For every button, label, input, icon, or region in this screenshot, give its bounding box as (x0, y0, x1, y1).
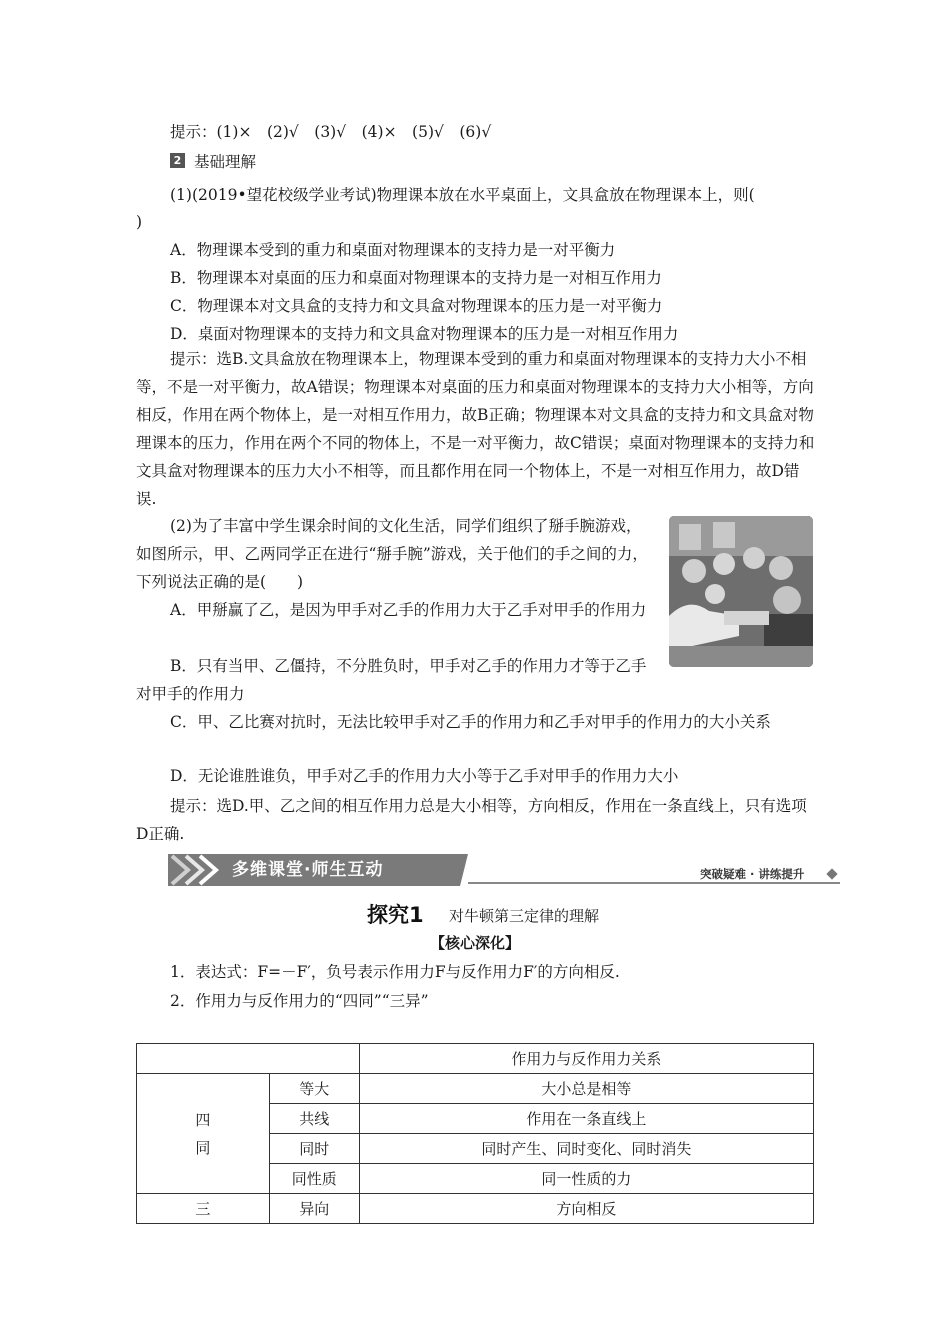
group-four-char-1: 四 (195, 1110, 211, 1129)
diamond-icon (826, 868, 837, 879)
explore-heading: 探究1 (367, 903, 424, 927)
row-desc: 方向相反 (359, 1194, 813, 1224)
q2-stem: (2)为了丰富中学生课余时间的文化生活，同学们组织了掰手腕游戏，如图所示，甲、乙两同学正在进行“掰手腕”游戏，关于他们的手之间的力，下列说法正确的是( ) (136, 517, 648, 591)
point-2: 2．作用力与反作用力的“四同”“三异” (170, 992, 429, 1010)
banner-divider (468, 882, 840, 884)
row-desc: 大小总是相等 (359, 1074, 813, 1104)
banner-subtitle: 突破疑难 · 讲练提升 (700, 867, 805, 881)
force-relation-table (136, 1043, 814, 1224)
row-desc: 同一性质的力 (359, 1164, 813, 1194)
group-four-same (137, 1074, 270, 1194)
row-desc: 作用在一条直线上 (359, 1104, 813, 1134)
row-name: 同性质 (269, 1164, 359, 1194)
q2-option-b: B．只有当甲、乙僵持，不分胜负时，甲手对乙手的作用力才等于乙手对甲手的作用力 (136, 657, 647, 703)
group-four-char-2: 同 (195, 1138, 211, 1157)
row-name: 等大 (269, 1074, 359, 1104)
row-name: 异向 (269, 1194, 359, 1224)
table-header-row (137, 1044, 814, 1074)
section-title: 基础理解 (194, 153, 257, 171)
explore-subheading: 对牛顿第三定律的理解 (449, 907, 600, 925)
row-name: 同时 (269, 1134, 359, 1164)
row-desc: 同时产生、同时变化、同时消失 (359, 1134, 813, 1164)
q1-stem-line2: ) (136, 213, 143, 231)
table-row (137, 1194, 814, 1224)
table-corner-cell (137, 1044, 360, 1074)
q2-option-a: A．甲掰赢了乙，是因为甲手对乙手的作用力大于乙手对甲手的作用力 (170, 601, 647, 619)
q1-option-c: C．物理课本对文具盒的支持力和文具盒对物理课本的压力是一对平衡力 (170, 297, 663, 315)
core-deepening-label: 【核心深化】 (429, 934, 520, 952)
q1-option-b: B．物理课本对桌面的压力和桌面对物理课本的支持力是一对相互作用力 (170, 269, 662, 287)
q1-option-d: D．桌面对物理课本的支持力和文具盒对物理课本的压力是一对相互作用力 (170, 325, 679, 343)
table-header: 作用力与反作用力关系 (359, 1044, 813, 1074)
q1-hint: 提示：选B.文具盒放在物理课本上，物理课本受到的重力和桌面对物理课本的支持力大小不相等，不是一对平衡力，故A错误；物理课本对桌面的压力和桌面对物理课本的支持力大小相等，方向相反，作用在两个物体上，是一对相互作用力，故B正确；物理课本对文具盒的支持力和文具盒对物理课本的压力，作用在两个不同的物体上，不是一对平衡力，故C错误；桌面对物理课本的支持力和文具盒对物理课本的压力大小不相等，而且都作用在同一个物体上，不是一对相互作用力，故D错误. (136, 350, 815, 508)
row-name: 共线 (269, 1104, 359, 1134)
q2-option-c: C．甲、乙比赛对抗时，无法比较甲手对乙手的作用力和乙手对甲手的作用力的大小关系 (170, 713, 771, 731)
group-three-diff: 三 (137, 1194, 270, 1224)
answer-hint-line: 提示：(1)× (2)√ (3)√ (4)× (5)√ (6)√ (170, 123, 492, 141)
q2-hint: 提示：选D.甲、乙之间的相互作用力总是大小相等，方向相反，作用在一条直线上，只有选项D正确. (136, 797, 807, 843)
q2-option-d: D．无论谁胜谁负，甲手对乙手的作用力大小等于乙手对甲手的作用力大小 (170, 767, 679, 785)
point-1: 1．表达式：F=－F′，负号表示作用力F与反作用力F′的方向相反. (170, 963, 620, 981)
q1-stem-line1: (1)(2019•望花校级学业考试)物理课本放在水平桌面上，文具盒放在物理课本上，则( (170, 186, 755, 204)
banner-title: 多维课堂·师生互动 (232, 860, 384, 880)
section-number-badge: 2 (170, 153, 185, 168)
arm-wrestling-photo (669, 516, 813, 667)
table-row (137, 1074, 814, 1104)
q1-option-a: A．物理课本受到的重力和桌面对物理课本的支持力是一对平衡力 (170, 241, 616, 259)
